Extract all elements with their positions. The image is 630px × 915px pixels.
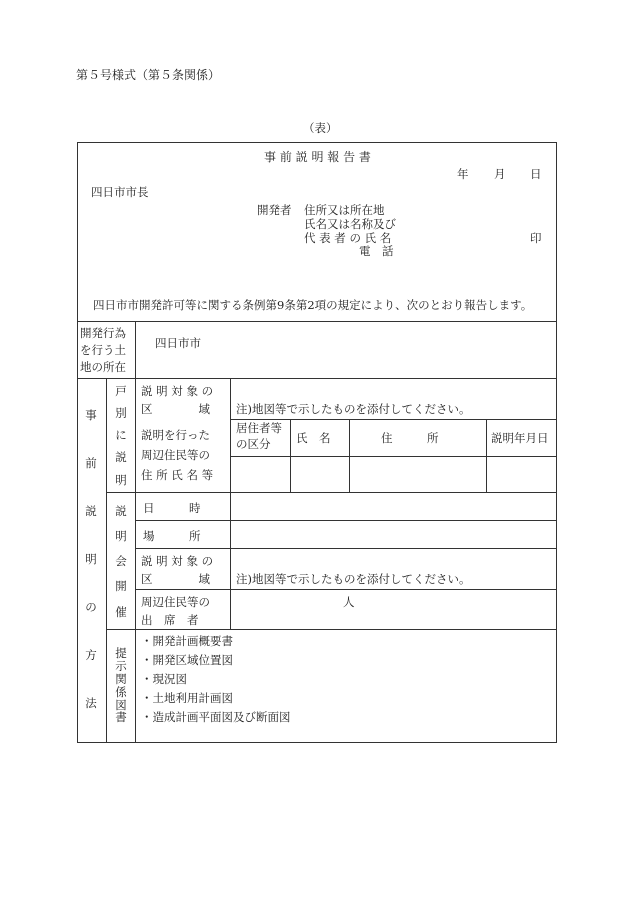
developer-label: 開発者 xyxy=(257,203,292,217)
door-target-area-note: 注)地図等で示したものを添付してください。 xyxy=(236,402,471,416)
meeting-datetime-label: 日 時 xyxy=(143,501,201,515)
header-resident-category: 居住者等の区分 xyxy=(236,421,282,451)
header-address: 住 所 xyxy=(381,431,439,445)
documents-list xyxy=(141,632,291,727)
meeting-place-label: 場 所 xyxy=(143,529,201,543)
location-label: 開発行為 を行う土 地の所在 xyxy=(80,326,126,374)
meeting-label: 説 明 会 開 催 xyxy=(115,504,127,619)
developer-address-label: 住所又は所在地 xyxy=(304,203,385,217)
door-residents-label: 説明を行った 周辺住民等の 住 所 氏 名 等 xyxy=(141,428,214,482)
header-explanation-date: 説明年月日 xyxy=(491,431,549,445)
developer-name-label-1: 氏名又は名称及び xyxy=(304,217,396,231)
list-item: ・土地利用計画図 xyxy=(141,691,233,705)
meeting-attendees-label: 周辺住民等の 出 席 者 xyxy=(141,595,210,627)
developer-phone-label: 電 話 xyxy=(359,244,394,258)
meeting-attendees-unit: 人 xyxy=(343,595,355,609)
meeting-target-area-note: 注)地図等で示したものを添付してください。 xyxy=(236,572,471,586)
location-value: 四日市市 xyxy=(155,336,201,350)
date-year: 年 xyxy=(457,167,469,181)
seal-mark: 印 xyxy=(530,231,542,245)
form-number: 第５号様式（第５条関係） xyxy=(76,68,221,82)
list-item: ・造成計画平面図及び断面図 xyxy=(141,710,291,724)
door-to-door-label: 戸 別 に 説 明 xyxy=(115,384,127,487)
report-statement: 四日市市開発許可等に関する条例第9条第2項の規定により、次のとおり報告します。 xyxy=(93,298,533,312)
list-item: ・現況図 xyxy=(141,672,187,686)
date-month: 月 xyxy=(494,167,506,181)
list-item: ・開発計画概要書 xyxy=(141,634,233,648)
developer-name-label-2: 代 表 者 の 氏 名 xyxy=(304,231,392,245)
side-label: （表） xyxy=(303,121,338,135)
documents-label: 提 示 関 係 図 書 xyxy=(115,646,127,725)
report-title: 事 前 説 明 報 告 書 xyxy=(264,150,371,164)
date-day: 日 xyxy=(530,167,542,181)
list-item: ・開発区域位置図 xyxy=(141,653,233,667)
method-outer-label: 事 前 説 明 の 方 法 xyxy=(85,408,97,711)
door-target-area-label: 説 明 対 象 の 区 域 xyxy=(141,384,214,416)
header-name: 氏 名 xyxy=(296,431,331,445)
addressee: 四日市市長 xyxy=(91,185,149,199)
meeting-target-area-label: 説 明 対 象 の 区 域 xyxy=(141,554,214,586)
